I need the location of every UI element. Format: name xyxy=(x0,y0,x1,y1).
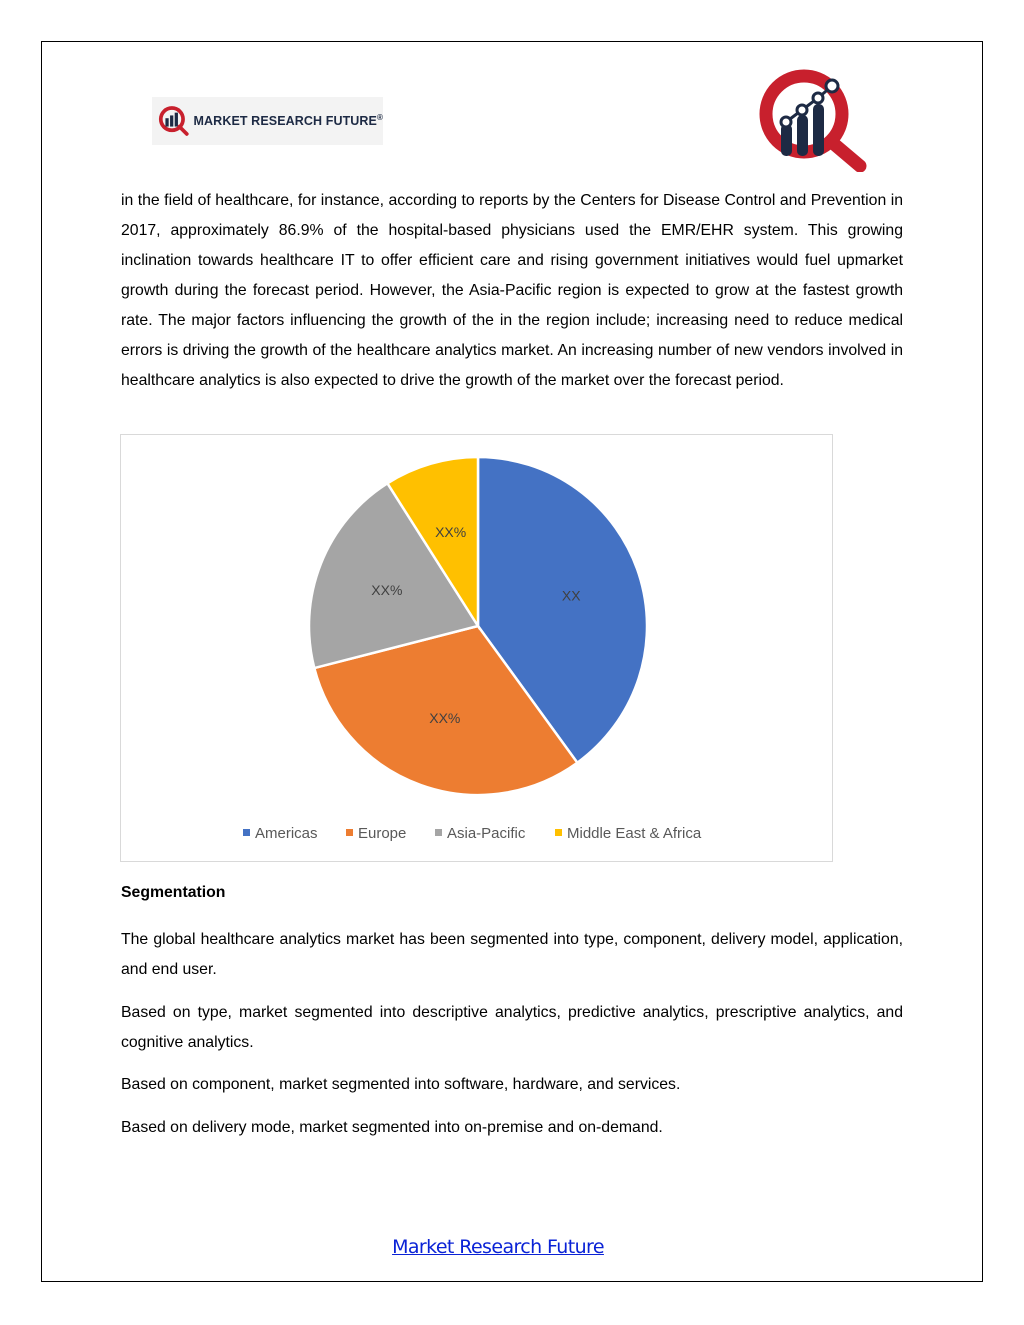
pie-chart-canvas xyxy=(121,435,834,863)
legend-label-middle-east-africa: Middle East & Africa xyxy=(567,825,702,842)
segmentation-heading: Segmentation xyxy=(121,884,226,901)
brand-logo-icon xyxy=(158,104,190,138)
magnifier-chart-logo-icon xyxy=(756,66,868,172)
legend-label-americas: Americas xyxy=(255,825,318,842)
legend-swatch-americas xyxy=(243,829,250,836)
footer-market-research-future-link[interactable]: Market Research Future xyxy=(392,1236,604,1258)
market-share-pie-chart xyxy=(120,434,833,862)
intro-paragraph: in the field of healthcare, for instance, according to reports by the Centers for Disease Control and Prevention in 2017, approximately 86.9% of the hospital-based physicians used the EMR/EHR system. This growing inclination towards healthcare IT to offer efficient care and rising government initiatives would fuel upmarket growth during the forecast period. However, the Asia-Pacific region is expected to grow at the fastest growth rate. The major factors influencing the growth of the in the region include; increasing need to reduce medical errors is driving the growth of the healthcare analytics market. An increasing number of new vendors involved in healthcare analytics is also expected to drive the growth of the market over the forecast period. xyxy=(121,192,903,389)
legend-label-asia-pacific: Asia-Pacific xyxy=(447,825,526,842)
segmentation-component-paragraph: Based on component, market segmented into software, hardware, and services. xyxy=(121,1076,681,1093)
brand-logo-banner xyxy=(152,97,383,145)
pie-label-asia-pacific: XX% xyxy=(371,581,403,598)
legend-swatch-asia-pacific xyxy=(435,829,442,836)
legend-swatch-middle-east-africa xyxy=(555,829,562,836)
brand-name: MARKET RESEARCH FUTURE® xyxy=(193,113,383,129)
legend-label-europe: Europe xyxy=(358,825,407,842)
pie-label-americas: XX xyxy=(561,587,581,604)
pie-label-middle-east-africa: XX% xyxy=(435,523,467,540)
legend-swatch-europe xyxy=(346,829,353,836)
segmentation-delivery-paragraph: Based on delivery mode, market segmented into on-premise and on-demand. xyxy=(121,1119,663,1136)
segmentation-intro-paragraph: The global healthcare analytics market has been segmented into type, component, delivery model, application, and end user. xyxy=(121,931,903,978)
pie-label-europe: XX% xyxy=(429,710,461,727)
segmentation-type-paragraph: Based on type, market segmented into descriptive analytics, predictive analytics, prescriptive analytics, and cognitive analytics. xyxy=(121,1004,903,1051)
